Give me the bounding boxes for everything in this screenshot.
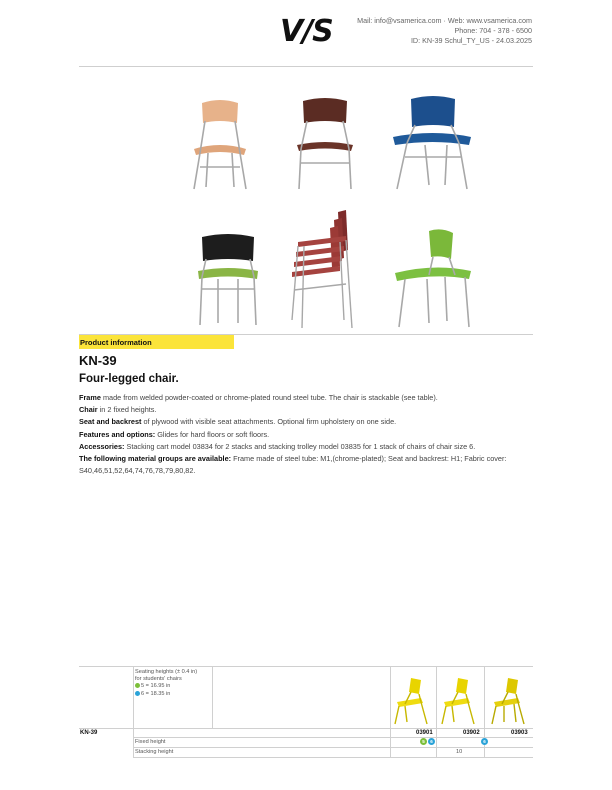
table-row-code: KN-39 — [80, 730, 98, 736]
model-03902: 03902 — [463, 730, 480, 736]
model-thumb-03901 — [391, 676, 435, 726]
document-id: ID: KN-39 Schul_TY_US - 24.03.2025 — [410, 36, 532, 45]
product-title: Four-legged chair. — [79, 373, 179, 385]
section-heading: Product information — [79, 335, 234, 349]
row-stacking-height: Stacking height — [135, 749, 174, 755]
chair-photo-black-green — [188, 233, 268, 328]
contact-phone: Phone: 704 - 378 - 6500 — [454, 26, 532, 35]
desc-seat: Seat and backrest of plywood with visible seat attachments. Optional firm upholstery on one side. — [79, 417, 397, 427]
chair-photo-brown — [285, 93, 365, 193]
size5-badge: 5 — [420, 738, 427, 745]
desc-frame: Frame made from welded powder-coated or chrome-plated round steel tube. The chair is stackable (see table). — [79, 393, 438, 402]
desc-materials: The following material groups are available: Frame made of steel tube: M1,(chrome-plated); Seat and backrest: H1; Fabric cover: S40,46,51,52,64,74,76,78,79,80,82. — [79, 454, 507, 476]
size6-badge-03902: 6 — [481, 738, 488, 745]
chair-photo-red-stack — [288, 210, 368, 330]
model-thumb-03903 — [486, 676, 530, 726]
desc-features: Features and options: Glides for hard floors or soft floors. — [79, 429, 270, 439]
desc-accessories: Accessories: Stacking cart model 03834 for 2 stacks and stacking trolley model 03835 for 1 stack of chairs of chair size 6. — [79, 441, 476, 451]
header-divider — [79, 66, 533, 67]
brand-logo: V/S — [280, 14, 333, 49]
chair-photo-blue — [385, 93, 480, 193]
chair-photo-green — [385, 227, 480, 332]
desc-chair: Chair in 2 fixed heights. — [79, 405, 157, 415]
row-fixed-height: Fixed height — [135, 739, 166, 745]
size6-badge: 6 — [428, 738, 435, 745]
product-photos — [170, 85, 480, 335]
contact-mail-web: Mail: info@vsamerica.com · Web: www.vsamerica.com — [357, 16, 532, 25]
product-code: KN-39 — [79, 353, 117, 368]
model-thumb-03902 — [438, 676, 482, 726]
contact-block — [357, 16, 532, 46]
seating-heights: Seating heights (± 0.4 in) for students' chairs 5 = 16.95 in 6 = 18.35 in — [135, 669, 198, 697]
chair-photo-natural — [180, 93, 260, 193]
spec-table — [79, 666, 533, 758]
product-description — [79, 392, 539, 477]
model-03903: 03903 — [511, 730, 528, 736]
model-03901: 03901 — [416, 730, 433, 736]
stacking-value: 10 — [456, 749, 463, 755]
